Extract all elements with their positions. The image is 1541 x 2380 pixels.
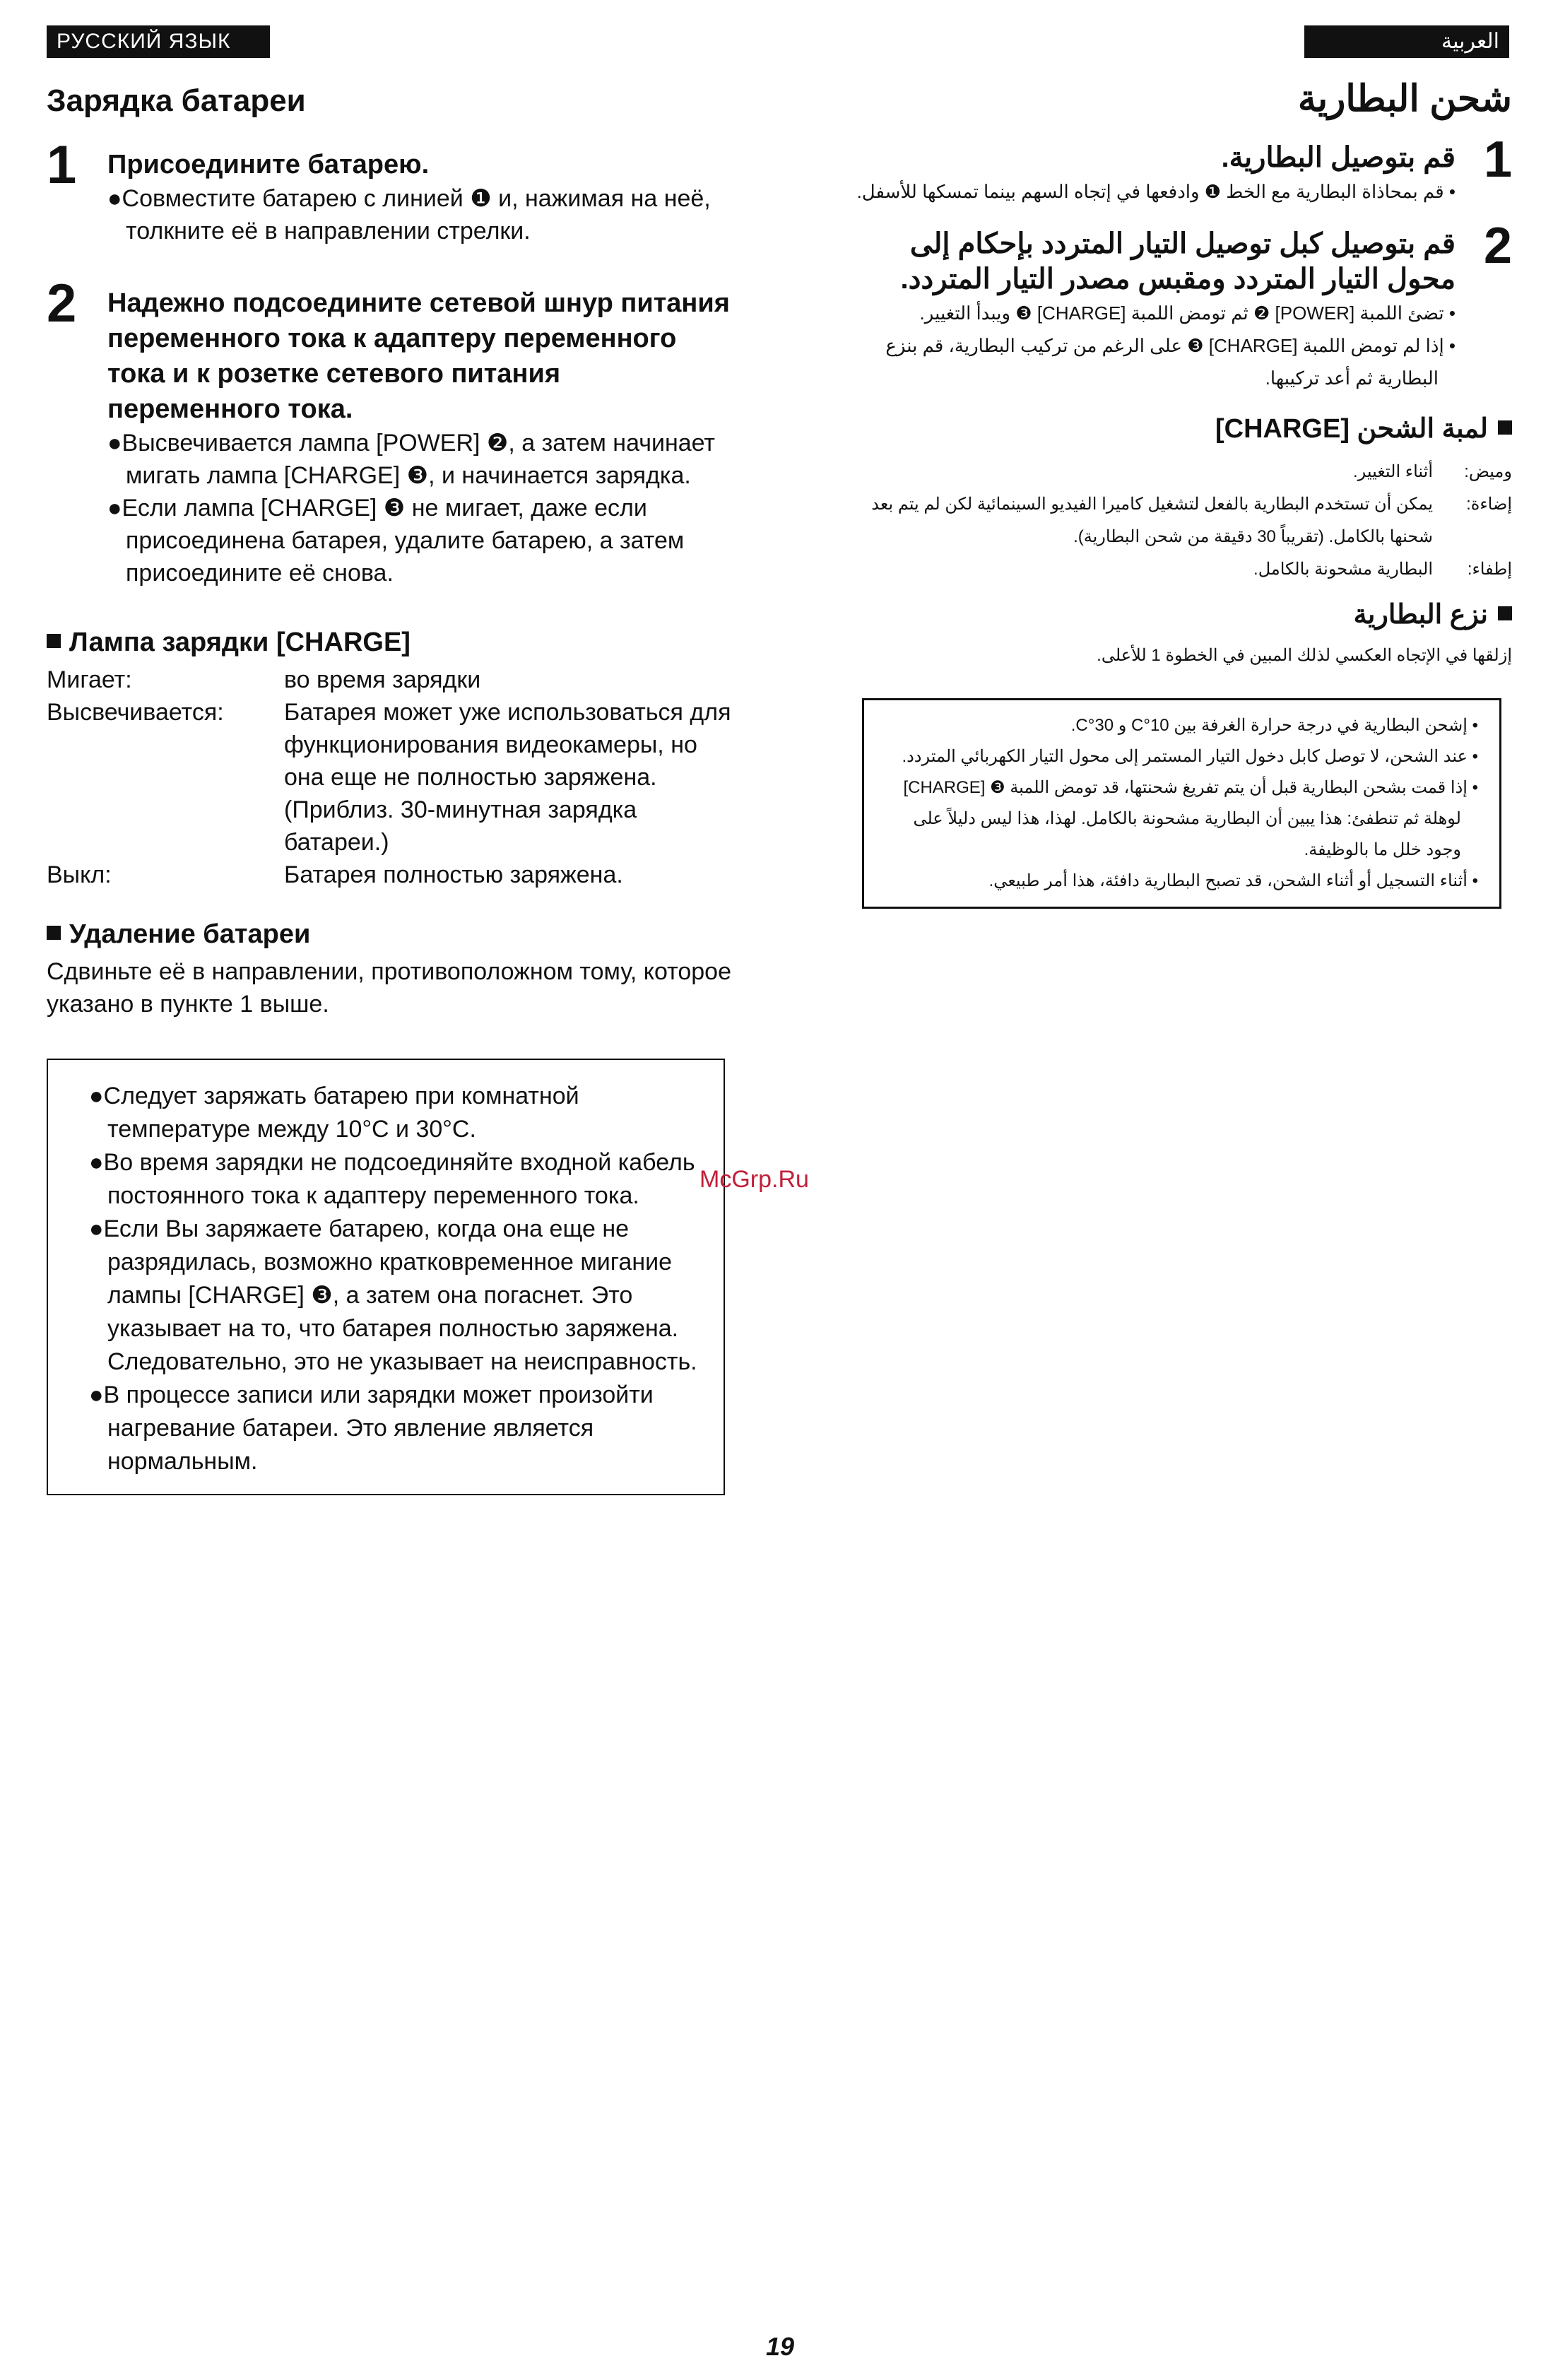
- table-row: [834, 488, 1512, 553]
- step-number: 2: [47, 273, 77, 334]
- step-heading: Надежно подсоедините сетевой шнур питания переменного тока к адаптеру переменного тока и к розетке сетевого питания переменного тока.: [107, 288, 730, 424]
- step-heading: Присоедините батарею.: [107, 150, 430, 179]
- notice-item: • إشحن البطارية في درجة حرارة الغرفة بين 10°C و 30°C.: [1070, 716, 1478, 735]
- lamp-meaning: Батарея полностью заряжена.: [284, 861, 623, 888]
- section-title: شحن البطارية: [1297, 78, 1512, 119]
- removal-text: إزلقها في الإتجاه العكسي لذلك المبين في الخطوة 1 للأعلى.: [1097, 646, 1512, 665]
- lamp-meaning: يمكن أن تستخدم البطارية بالفعل لتشغيل كاميرا الفيديو السينمائية لكن لم يتم بعد شحنها بالكامل. (تقريباً 30 دقيقة من شحن البطارية).: [871, 495, 1433, 546]
- table-row: [834, 553, 1512, 586]
- notice-item: ●Если Вы заряжаете батарею, когда она еще не разрядилась, возможно кратковременное мигание лампы [CHARGE] ❸, а затем она погаснет. Это указывает на то, что батарея полностью заряжена. Следовательно, это не указывает на неисправность.: [89, 1215, 697, 1375]
- notice-item: ●В процессе записи или зарядки может произойти нагревание батареи. Это явление является нормальным.: [89, 1382, 654, 1475]
- removal-section-title: [834, 599, 1512, 630]
- lamp-meaning: Батарея может уже использоваться для функционирования видеокамеры, но она еще не полностью заряжена. (Приблиз. 30-минутная зарядка батареи.): [284, 699, 731, 856]
- removal-title-text: نزع البطارية: [1353, 600, 1488, 630]
- lamp-meaning: أثناء التغيير.: [1352, 462, 1433, 481]
- removal-text: Сдвиньте её в направлении, противоположном тому, которое указано в пункте 1 выше.: [47, 958, 731, 1018]
- lamp-status-table: [47, 664, 739, 891]
- notice-box: [47, 1059, 725, 1495]
- table-row: [47, 696, 739, 859]
- square-bullet-icon: [1498, 606, 1512, 620]
- notice-item: ●Во время зарядки не подсоединяйте входной кабель постоянного тока к адаптеру переменного тока.: [89, 1149, 695, 1209]
- step-2: [47, 273, 739, 589]
- step-bullet: ●Совместите батарею с линией ❶ и, нажимая на неё, толкните её в направлении стрелки.: [107, 185, 711, 245]
- step-number: 1: [47, 135, 77, 195]
- notice-item: • إذا قمت بشحن البطارية قبل أن يتم تفريغ شحنتها، قد تومض اللمبة ❸ [CHARGE] لوهلة ثم تنطفئ: هذا يبين أن البطارية مشحونة بالكامل. لهذا، هذا ليس دليلاً على وجود خلل ما بالوظيفة.: [903, 778, 1478, 859]
- square-bullet-icon: [47, 926, 61, 940]
- step-bullet: • قم بمحاذاة البطارية مع الخط ❶ وادفعها في إتجاه السهم بينما تمسكها للأسفل.: [856, 181, 1456, 202]
- lamp-state: Высвечивается:: [47, 699, 224, 726]
- step-heading: قم بتوصيل كبل توصيل التيار المتردد بإحكام إلى محول التيار المتردد ومقبس مصدر التيار المتردد.: [900, 228, 1456, 295]
- step-bullet: ●Если лампа [CHARGE] ❸ не мигает, даже если присоединена батарея, удалите батарею, а затем присоедините её снова.: [107, 495, 685, 587]
- lamp-title-text: Лампа зарядки [CHARGE]: [69, 628, 411, 657]
- lamp-state: Мигает:: [47, 666, 132, 693]
- lamp-state: وميض:: [1464, 462, 1512, 481]
- arabic-column: [834, 78, 1512, 909]
- section-title: Зарядка батареи: [47, 83, 306, 118]
- lamp-state: Выкл:: [47, 861, 112, 888]
- table-row: [834, 456, 1512, 488]
- language-tab-russian: РУССКИЙ ЯЗЫК: [47, 25, 270, 58]
- removal-section-title: [47, 919, 739, 950]
- table-row: [47, 859, 739, 891]
- notice-item: ●Следует заряжать батарею при комнатной температуре между 10°C и 30°C.: [89, 1083, 579, 1143]
- watermark-link[interactable]: McGrp.Ru: [699, 1166, 809, 1193]
- table-row: [47, 664, 739, 696]
- lamp-meaning: во время зарядки: [284, 666, 481, 693]
- step-2: [834, 218, 1512, 394]
- step-bullet: ●Высвечивается лампа [POWER] ❷, а затем начинает мигать лампа [CHARGE] ❸, и начинается зарядка.: [107, 430, 715, 489]
- notice-item: • أثناء التسجيل أو أثناء الشحن، قد تصبح البطارية دافئة، هذا أمر طبيعي.: [988, 871, 1478, 890]
- language-tab-arabic: العربية: [1304, 25, 1509, 58]
- russian-column: [47, 83, 739, 1495]
- lamp-title-text: لمبة الشحن [CHARGE]: [1215, 414, 1488, 444]
- step-1: [834, 131, 1512, 208]
- lamp-state: إضاءة:: [1466, 495, 1512, 514]
- lamp-section-title: [834, 413, 1512, 444]
- lamp-meaning: البطارية مشحونة بالكامل.: [1253, 560, 1433, 579]
- step-heading: قم بتوصيل البطارية.: [1221, 142, 1456, 173]
- notice-box: [862, 698, 1501, 909]
- lamp-status-table: [834, 456, 1512, 586]
- step-number: 2: [1483, 218, 1512, 274]
- lamp-section-title: [47, 628, 739, 658]
- step-1: [47, 135, 739, 247]
- step-number: 1: [1483, 131, 1512, 188]
- notice-item: • عند الشحن، لا توصل كابل دخول التيار المستمر إلى محول التيار الكهربائي المتردد.: [902, 747, 1478, 766]
- square-bullet-icon: [1498, 420, 1512, 435]
- lamp-state: إطفاء:: [1467, 560, 1512, 579]
- removal-title-text: Удаление батареи: [69, 919, 311, 949]
- step-bullet: • تضئ اللمبة [POWER] ❷ ثم تومض اللمبة [CHARGE] ❸ ويبدأ التغيير.: [919, 302, 1456, 324]
- step-bullet: • إذا لم تومض اللمبة [CHARGE] ❸ على الرغم من تركيب البطارية، قم بنزع البطارية ثم أعد تركيبها.: [885, 335, 1456, 389]
- page-number: 19: [766, 2332, 795, 2361]
- square-bullet-icon: [47, 634, 61, 648]
